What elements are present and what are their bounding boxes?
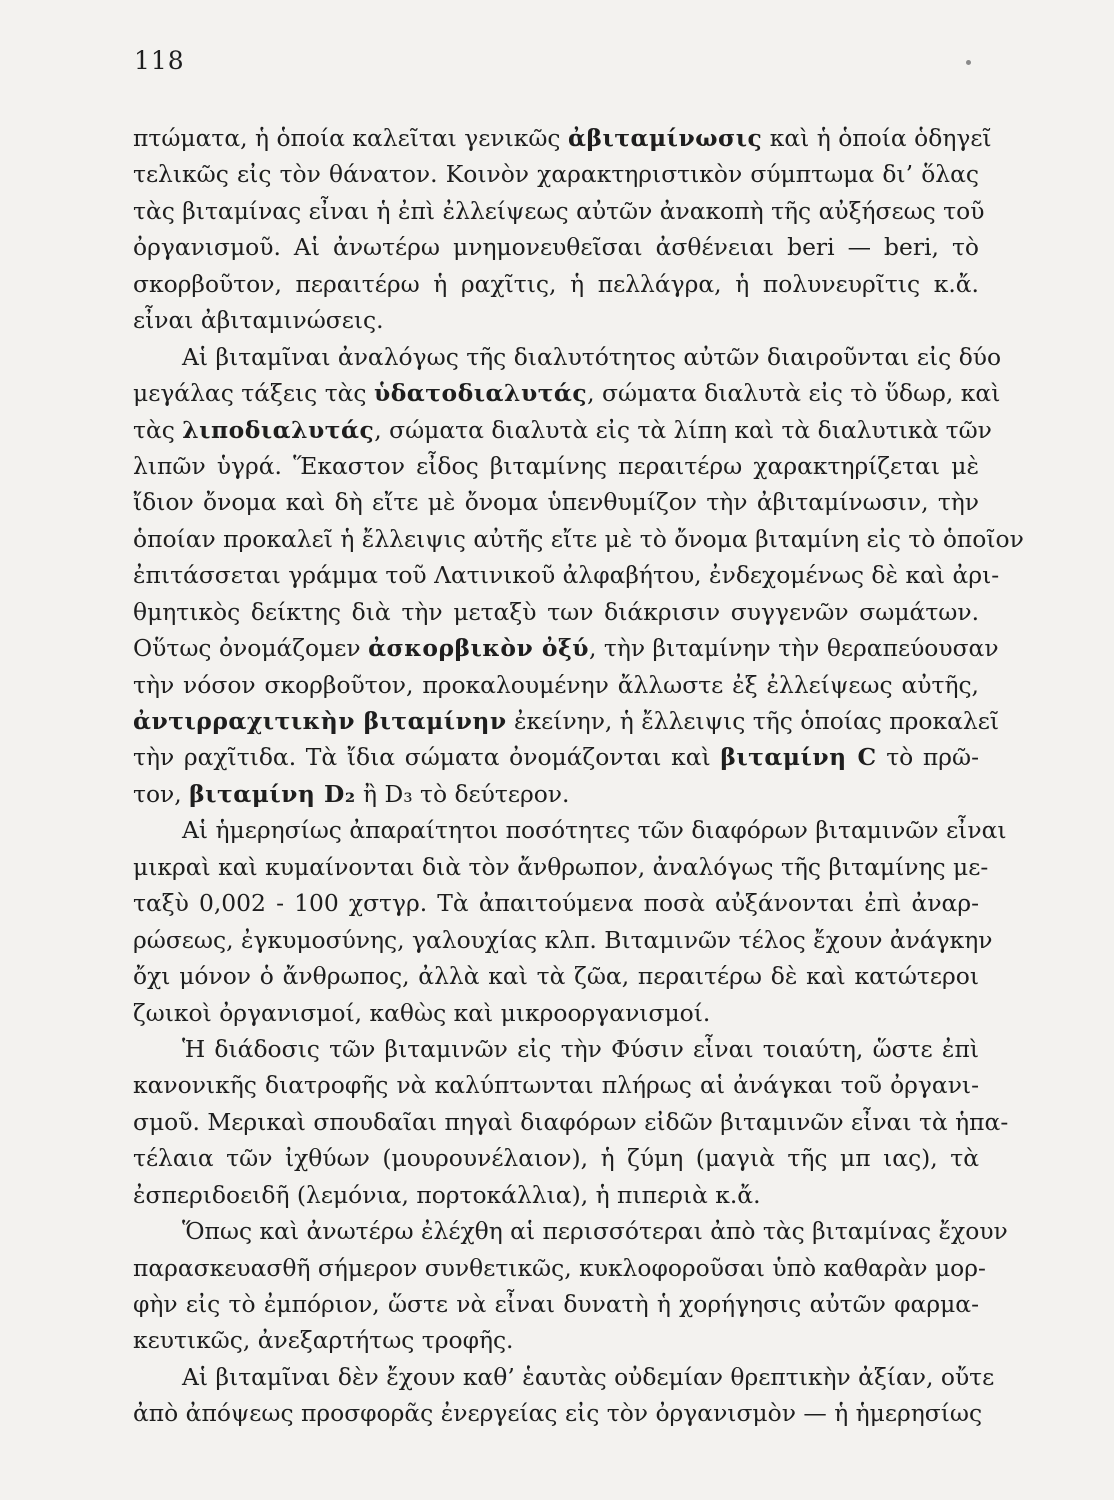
text-line xyxy=(133,229,979,265)
text-run: μεγάλας τάξεις τὰς xyxy=(133,379,374,408)
text-run: ὁποίαν προκαλεῖ ἡ ἔλλειψις αὐτῆς εἴτε μὲ τὸ ὄνομα βιταμίνη εἰς τὸ ὁποῖον xyxy=(133,524,1024,553)
text-line xyxy=(133,1177,979,1213)
text-line xyxy=(133,339,1002,375)
text-run: τὰς βιταμίνας εἶναι ἡ ἐπὶ ἐλλείψεως αὐτῶν ἀνακοπὴ τῆς αὐξήσεως τοῦ xyxy=(133,196,985,225)
text-run: παρασκευασθῆ σήμερον συνθετικῶς, κυκλοφοροῦσαι ὑπὸ καθαρὰν μορ- xyxy=(133,1253,986,1282)
text-line xyxy=(133,958,979,994)
text-run: τὴν ραχῖτιδα. Τὰ ἴδια σώματα ὀνομάζονται καὶ xyxy=(133,743,721,772)
text-run: Οὕτως ὀνομάζομεν xyxy=(133,634,369,663)
text-line xyxy=(133,995,979,1031)
text-line xyxy=(133,557,1000,593)
text-run: ἐπιτάσσεται γράμμα τοῦ Λατινικοῦ ἀλφαβήτου, ἐνδεχομένως δὲ καὶ ἀρι- xyxy=(133,561,1000,590)
text-line xyxy=(133,412,992,448)
emphasized-term: βιταμίνη C xyxy=(720,743,877,772)
text-run: ταξὺ 0,002 - 100 χστγρ. Τὰ ἀπαιτούμενα ποσὰ αὐξάνονται ἐπὶ ἀναρ- xyxy=(133,889,979,918)
text-line xyxy=(133,1067,979,1103)
text-run: σκορβοῦτον, περαιτέρω ἡ ραχῖτις, ἡ πελλάγρα, ἡ πολυνευρῖτις κ.ἄ. xyxy=(133,269,979,298)
page-number: 118 xyxy=(134,46,185,75)
text-run: φὴν εἰς τὸ ἐμπόριον, ὥστε νὰ εἶναι δυνατὴ ἡ χορήγησις αὐτῶν φαρμα- xyxy=(133,1290,979,1318)
text-run: τὴν νόσον σκορβοῦτον, προκαλουμένην ἄλλωστε ἐξ ἐλλείψεως αὐτῆς, xyxy=(133,670,979,699)
text-run: ἢ D₃ τὸ δεύτερον. xyxy=(355,779,570,808)
text-run: εἶναι ἀβιταμινώσεις. xyxy=(133,306,384,335)
emphasized-term: ἀβιταμίνωσις xyxy=(567,124,763,152)
text-line xyxy=(133,1104,1009,1140)
text-run: , σώματα διαλυτὰ εἰς τὸ ὕδωρ, καὶ xyxy=(587,379,1001,408)
text-line xyxy=(133,703,1000,739)
text-line xyxy=(133,667,979,703)
text-run: ρώσεως, ἐγκυμοσύνης, γαλουχίας κλπ. Βιταμινῶν τέλος ἔχουν ἀνάγκην xyxy=(133,925,993,954)
text-run: ζωικοὶ ὀργανισμοί, καθὼς καὶ μικροοργανισμοί. xyxy=(133,998,711,1027)
text-line xyxy=(133,1250,986,1286)
text-run: κανονικῆς διατροφῆς νὰ καλύπτωνται πλήρως αἱ ἀνάγκαι τοῦ ὀργανι- xyxy=(133,1071,979,1100)
text-line xyxy=(133,1359,995,1395)
text-run: μικραὶ καὶ κυμαίνονται διὰ τὸν ἄνθρωπον, ἀναλόγως τῆς βιταμίνης με- xyxy=(133,852,989,881)
text-line xyxy=(133,1322,979,1358)
text-line xyxy=(133,1031,979,1067)
text-run: τέλαια τῶν ἰχθύων (μουρουνέλαιον), ἡ ζύμη (μαγιὰ τῆς μπ ιας), τὰ xyxy=(133,1144,979,1173)
text-line xyxy=(133,193,985,229)
text-line xyxy=(133,302,979,338)
text-line xyxy=(133,776,979,812)
text-run: Ἡ διάδοσις τῶν βιταμινῶν εἰς τὴν Φύσιν εἶναι τοιαύτη, ὥστε ἐπὶ xyxy=(182,1034,979,1063)
text-run: τον, xyxy=(133,779,190,808)
text-run: Ὅπως καὶ ἀνωτέρω ἐλέχθη αἱ περισσότεραι ἀπὸ τὰς βιταμίνας ἔχουν xyxy=(182,1217,1008,1246)
text-line xyxy=(133,1286,979,1322)
text-line xyxy=(133,1140,979,1176)
text-run: Αἱ βιταμῖναι δὲν ἔχουν καθ’ ἑαυτὰς οὐδεμίαν θρεπτικὴν ἀξίαν, οὔτε xyxy=(182,1362,995,1391)
emphasized-term: ἀντιρραχιτικὴν βιταμίνην xyxy=(133,707,507,735)
text-line xyxy=(133,812,1007,848)
text-line xyxy=(133,885,979,921)
text-line xyxy=(133,448,979,484)
text-line xyxy=(133,1395,983,1431)
text-line xyxy=(133,266,979,302)
text-line xyxy=(133,630,999,666)
text-run: λιπῶν ὑγρά. Ἕκαστον εἶδος βιταμίνης περαιτέρω χαρακτηρίζεται μὲ xyxy=(133,451,979,480)
text-run: , σώματα διαλυτὰ εἰς τὰ λίπη καὶ τὰ διαλυτικὰ τῶν xyxy=(374,415,992,444)
text-line xyxy=(133,849,989,885)
text-run: τὰς xyxy=(133,415,183,444)
emphasized-term: ὑδατοδιαλυτάς xyxy=(373,379,588,408)
text-run: τελικῶς εἰς τὸν θάνατον. Κοινὸν χαρακτηριστικὸν σύμπτωμα δι’ ὅλας xyxy=(133,160,979,189)
text-line xyxy=(133,1213,1008,1249)
emphasized-term: ἀσκορβικὸν ὀξύ xyxy=(368,634,590,663)
text-line xyxy=(133,375,1001,411)
text-run: Αἱ βιταμῖναι ἀναλόγως τῆς διαλυτότητος αὐτῶν διαιροῦνται εἰς δύο xyxy=(182,342,1002,371)
text-run: κευτικῶς, ἀνεξαρτήτως τροφῆς. xyxy=(133,1326,514,1355)
text-run: καὶ ἡ ὁποία ὁδηγεῖ xyxy=(762,124,992,152)
text-run: ἴδιον ὄνομα καὶ δὴ εἴτε μὲ ὄνομα ὑπενθυμίζον τὴν ἀβιταμίνωσιν, τὴν xyxy=(133,488,979,517)
text-run: πτώματα, ἡ ὁποία καλεῖται γενικῶς xyxy=(133,124,568,152)
emphasized-term: λιποδιαλυτάς xyxy=(182,415,375,444)
text-line xyxy=(133,156,979,192)
text-line xyxy=(133,521,1024,557)
text-run: σμοῦ. Μερικαὶ σπουδαῖαι πηγαὶ διαφόρων εἰδῶν βιταμινῶν εἶναι τὰ ἡπα- xyxy=(133,1107,1009,1136)
emphasized-term: βιταμίνη D₂ xyxy=(189,779,356,808)
text-line xyxy=(133,594,979,630)
text-run: Αἱ ἡμερησίως ἀπαραίτητοι ποσότητες τῶν διαφόρων βιταμινῶν εἶναι xyxy=(182,816,1007,845)
text-run: θμητικὸς δείκτης διὰ τὴν μεταξὺ των διάκρισιν συγγενῶν σωμάτων. xyxy=(133,597,979,626)
text-line xyxy=(133,922,993,958)
text-run: ἐκείνην, ἡ ἔλλειψις τῆς ὁποίας προκαλεῖ xyxy=(506,707,1000,735)
text-run: , τὴν βιταμίνην τὴν θεραπεύουσαν xyxy=(589,634,999,663)
text-line xyxy=(133,484,979,520)
text-run: ὀργανισμοῦ. Αἱ ἀνωτέρω μνημονευθεῖσαι ἀσθένειαι beri — beri, τὸ xyxy=(133,233,979,262)
speck xyxy=(966,60,971,65)
text-run: ἐσπεριδοειδῆ (λεμόνια, πορτοκάλλια), ἡ πιπεριὰ κ.ἄ. xyxy=(133,1180,761,1209)
text-line xyxy=(133,739,979,775)
text-line xyxy=(133,120,992,156)
text-run: ὄχι μόνον ὁ ἄνθρωπος, ἀλλὰ καὶ τὰ ζῶα, περαιτέρω δὲ καὶ κατώτεροι xyxy=(133,962,979,991)
body-text xyxy=(133,120,1024,1432)
text-run: τὸ πρῶ- xyxy=(876,743,979,772)
text-run: ἀπὸ ἀπόψεως προσφορᾶς ἐνεργείας εἰς τὸν ὀργανισμὸν — ἡ ἡμερησίως xyxy=(133,1399,983,1428)
